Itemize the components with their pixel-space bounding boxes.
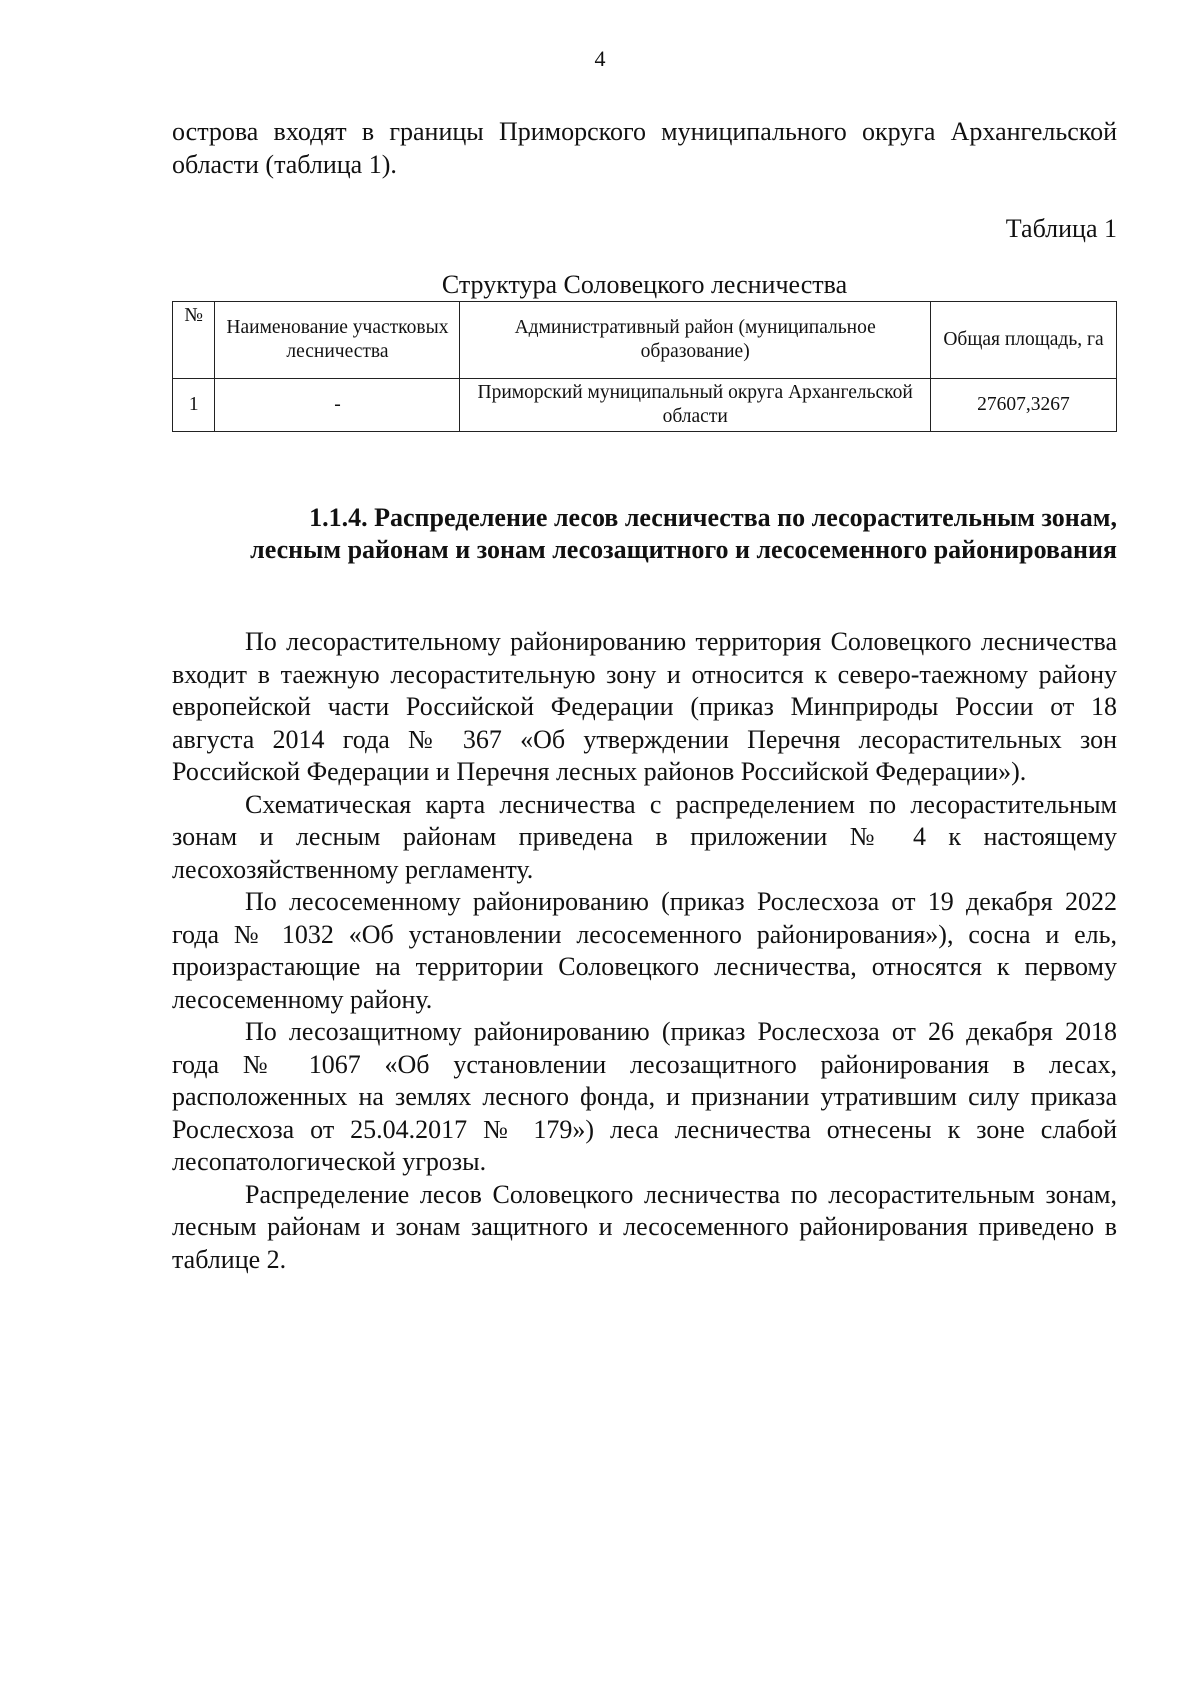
header-district: Административный район (муниципальное образование) [460,302,931,379]
cell-num: 1 [173,379,215,432]
table-title: Структура Соловецкого лесничества [441,270,848,299]
paragraph-map: Схематическая карта лесничества с распределением по лесорастительным зонам и лесным районам приведена в приложении № 4 к настоящему лесохозяйственному регламенту. [172,789,1117,884]
cell-name: - [215,379,460,432]
page-content [172,116,1117,1276]
paragraph-zoning: По лесорастительному районированию территория Соловецкого лесничества входит в таежную лесорастительную зону и относится к северо-таежному району европейской части Российской Федерации (приказ Минприроды России от 18 августа 2014 года № 367 «Об утверждении Перечня лесорастительных зон Российской Федерации и Перечня лесных районов Российской Федерации»). [172,627,1117,786]
cell-area: 27607,3267 [930,379,1116,432]
table-label: Таблица 1 [1005,214,1117,243]
table-row [173,379,1117,432]
header-area: Общая площадь, га [930,302,1116,379]
header-name: Наименование участковых лесничества [215,302,460,379]
section-heading [172,502,1117,566]
intro-paragraph: острова входят в границы Приморского муниципального округа Архангельской области (таблица 1). [172,117,1117,179]
paragraph-seed-zoning: По лесосеменному районированию (приказ Рослесхоза от 19 декабря 2022 года № 1032 «Об установлении лесосеменного районирования»), сосна и ель, произрастающие на территории Соловецкого лесничества, относятся к первому лесосеменному району. [172,887,1117,1014]
section-heading-line-1: 1.1.4. Распределение лесов лесничества по лесорастительным зонам, [309,503,1117,532]
section-heading-line-2: лесным районам и зонам лесозащитного и лесосеменного районирования [250,535,1117,564]
paragraph-protection-zoning: По лесозащитному районированию (приказ Рослесхоза от 26 декабря 2018 года № 1067 «Об установлении лесозащитного районирования в лесах, расположенных на землях лесного фонда, и признании утратившим силу приказа Рослесхоза от 25.04.2017 № 179») леса лесничества отнесены к зоне слабой лесопатологической угрозы. [172,1017,1117,1176]
forestry-structure-table [172,301,1117,432]
page-number: 4 [594,46,606,71]
paragraph-distribution: Распределение лесов Соловецкого лесничества по лесорастительным зонам, лесным районам и зонам защитного и лесосеменного районирования приведено в таблице 2. [172,1179,1117,1274]
header-num: № [173,302,215,379]
cell-district: Приморский муниципальный округа Архангельской области [460,379,931,432]
table-header-row [173,302,1117,379]
